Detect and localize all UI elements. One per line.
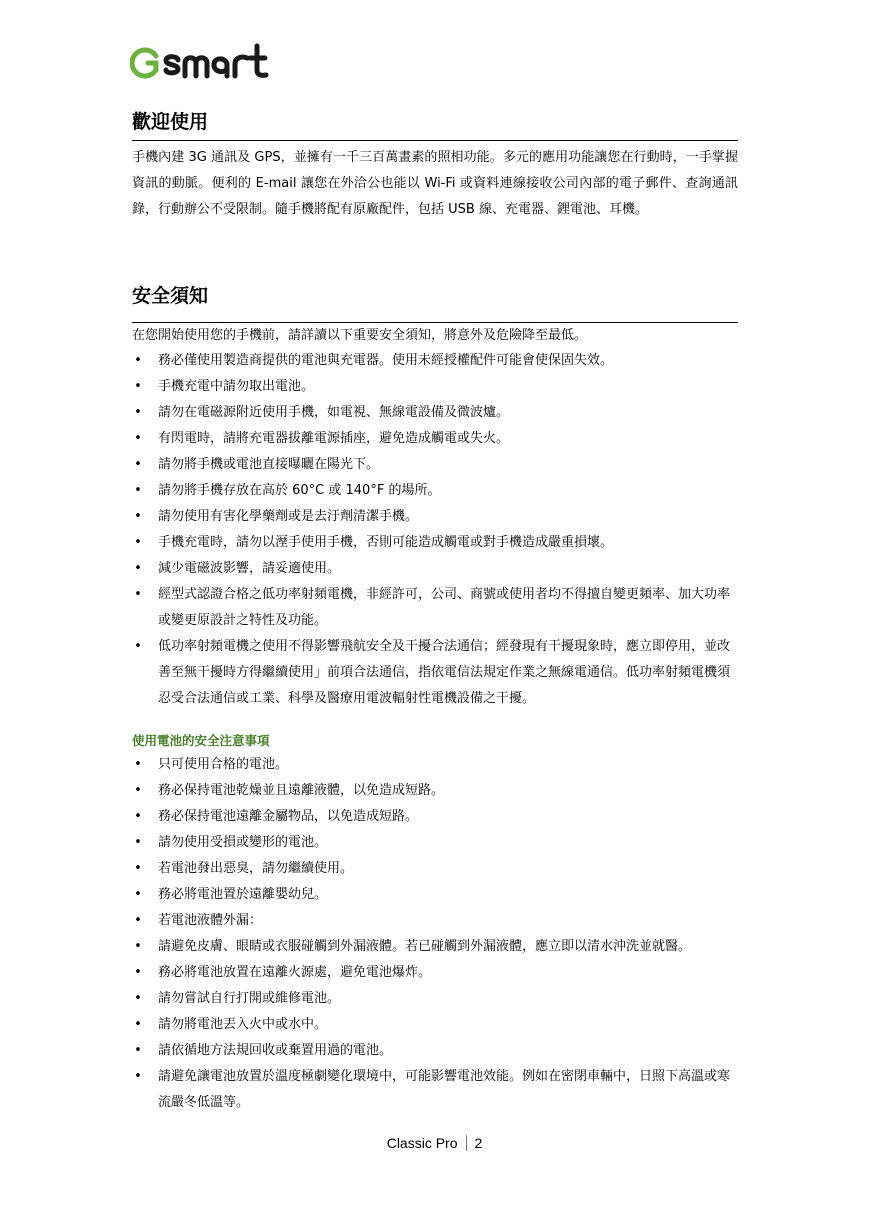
list-item: • 請避免皮膚、眼睛或衣服碰觸到外漏液體。若已碰觸到外漏液體，應立即以清水沖洗並就醫。 [134, 939, 692, 954]
list-item-text: 請勿使用受損或變形的電池。 [158, 835, 328, 850]
list-item-text: 請依循地方法規回收或棄置用過的電池。 [158, 1043, 393, 1058]
gsmart-logo [130, 36, 300, 86]
list-item-text: 減少電磁波影響，請妥適使用。 [158, 561, 341, 576]
safety-intro: 在您開始使用您的手機前，請詳讀以下重要安全須知，將意外及危險降至最低。 [132, 328, 588, 343]
list-item: • 務必保持電池遠離金屬物品，以免造成短路。 [134, 809, 419, 824]
list-item-text: 務必保持電池乾燥並且遠離液體，以免造成短路。 [158, 783, 445, 798]
list-item-text: 請避免讓電池放置於溫度極劇變化環境中，可能影響電池效能。例如在密閉車輛中，日照下高溫或寒流嚴冬低溫等。 [158, 1069, 731, 1110]
list-item-text: 請勿將電池丟入火中或水中。 [158, 1017, 328, 1032]
list-item-text: 請避免皮膚、眼睛或衣服碰觸到外漏液體。若已碰觸到外漏液體，應立即以清水沖洗並就醫。 [158, 939, 692, 954]
list-item: • 手機充電時，請勿以溼手使用手機，否則可能造成觸電或對手機造成嚴重損壞。 [134, 535, 614, 550]
list-item-text: 手機充電中請勿取出電池。 [158, 379, 315, 394]
list-item: • 只可使用合格的電池。 [134, 757, 289, 772]
list-item: • 請勿將電池丟入火中或水中。 [134, 1017, 328, 1032]
list-item-text: 有閃電時，請將充電器拔離電源插座，避免造成觸電或失火。 [158, 431, 510, 446]
list-item-text: 請勿使用有害化學藥劑或是去汙劑清潔手機。 [158, 509, 419, 524]
list-item-text: 請勿嘗試自行打開或維修電池。 [158, 991, 341, 1006]
list-item: • 有閃電時，請將充電器拔離電源插座，避免造成觸電或失火。 [134, 431, 510, 446]
list-item: • 請勿將手機或電池直接曝曬在陽光下。 [134, 457, 380, 472]
list-item-text: 務必將電池置於遠離嬰幼兒。 [158, 887, 328, 902]
list-item: • 若電池液體外漏： [134, 913, 263, 928]
list-item-text: 務必保持電池遠離金屬物品，以免造成短路。 [158, 809, 419, 824]
safety-list [132, 348, 738, 712]
list-item: • 若電池發出惡臭，請勿繼續使用。 [134, 861, 354, 876]
list-item: • 請勿將手機存放在高於 60°C 或 140°F 的場所。 [134, 483, 441, 498]
list-item: • 減少電磁波影響，請妥適使用。 [134, 561, 341, 576]
list-item: • 務必將電池放置在遠離火源處，避免電池爆炸。 [134, 965, 432, 980]
list-item: • 務必保持電池乾燥並且遠離液體，以免造成短路。 [134, 783, 445, 798]
page-number: 2 [474, 1135, 483, 1151]
battery-heading: 使用電池的安全注意事項 [132, 733, 270, 748]
welcome-paragraph: 手機內建 3G 通訊及 GPS，並擁有一千三百萬畫素的照相功能。多元的應用功能讓您在行動時，一手掌握資訊的動脈。便利的 E-mail 讓您在外洽公也能以 Wi-Fi 或資料連線接收公司內部的電子郵件、查詢通訊錄，行動辦公不受限制。隨手機將配有原廠配件，包括 USB 線、充電器、鋰電池、耳機。 [132, 150, 738, 217]
list-item-text: 務必將電池放置在遠離火源處，避免電池爆炸。 [158, 965, 432, 980]
list-item: • 務必將電池置於遠離嬰幼兒。 [134, 887, 328, 902]
list-item-text: 務必僅使用製造商提供的電池與充電器。使用未經授權配件可能會使保固失效。 [158, 353, 614, 368]
list-item: • 請勿嘗試自行打開或維修電池。 [134, 991, 341, 1006]
list-item: • 請勿使用有害化學藥劑或是去汙劑清潔手機。 [134, 509, 419, 524]
battery-list [132, 752, 738, 1116]
list-item: • 請勿在電磁源附近使用手機，如電視、無線電設備及微波爐。 [134, 405, 510, 420]
list-item: • 務必僅使用製造商提供的電池與充電器。使用未經授權配件可能會使保固失效。 [134, 353, 614, 368]
product-name: Classic Pro [386, 1135, 458, 1151]
list-item-text: 經型式認證合格之低功率射頻電機，非經許可，公司、商號或使用者均不得擅自變更頻率、加大功率或變更原設計之特性及功能。 [158, 587, 731, 628]
list-item-text: 手機充電時，請勿以溼手使用手機，否則可能造成觸電或對手機造成嚴重損壞。 [158, 535, 614, 550]
list-item: • 低功率射頻電機之使用不得影響飛航安全及干擾合法通信；經發現有干擾現象時，應立即停用，並改善至無干擾時方得繼續使用」前項合法通信，指依電信法規定作業之無線電通信。低功率射頻電機須忍受合法通信或工業、科學及醫療用電波輻射性電機設備之干擾。 [134, 639, 731, 706]
welcome-heading: 歡迎使用 [132, 108, 738, 141]
list-item: • 請避免讓電池放置於溫度極劇變化環境中，可能影響電池效能。例如在密閉車輛中，日照下高溫或寒流嚴冬低溫等。 [134, 1069, 731, 1110]
safety-heading: 安全須知 [132, 282, 738, 323]
list-item-text: 只可使用合格的電池。 [158, 757, 289, 772]
list-item: • 請依循地方法規回收或棄置用過的電池。 [134, 1043, 393, 1058]
list-item-text: 若電池發出惡臭，請勿繼續使用。 [158, 861, 354, 876]
page-footer [0, 1135, 869, 1151]
list-item-text: 若電池液體外漏： [158, 913, 263, 928]
list-item-text: 低功率射頻電機之使用不得影響飛航安全及干擾合法通信；經發現有干擾現象時，應立即停用，並改善至無干擾時方得繼續使用」前項合法通信，指依電信法規定作業之無線電通信。低功率射頻電機須忍受合法通信或工業、科學及醫療用電波輻射性電機設備之干擾。 [158, 639, 731, 706]
list-item: • 請勿使用受損或變形的電池。 [134, 835, 328, 850]
list-item: • 經型式認證合格之低功率射頻電機，非經許可，公司、商號或使用者均不得擅自變更頻率、加大功率或變更原設計之特性及功能。 [134, 587, 731, 628]
list-item: • 手機充電中請勿取出電池。 [134, 379, 315, 394]
gsmart-logo-mark [130, 36, 300, 86]
list-item-text: 請勿在電磁源附近使用手機，如電視、無線電設備及微波爐。 [158, 405, 510, 420]
list-item-text: 請勿將手機存放在高於 60°C 或 140°F 的場所。 [158, 483, 441, 498]
footer-divider [466, 1135, 467, 1151]
list-item-text: 請勿將手機或電池直接曝曬在陽光下。 [158, 457, 380, 472]
